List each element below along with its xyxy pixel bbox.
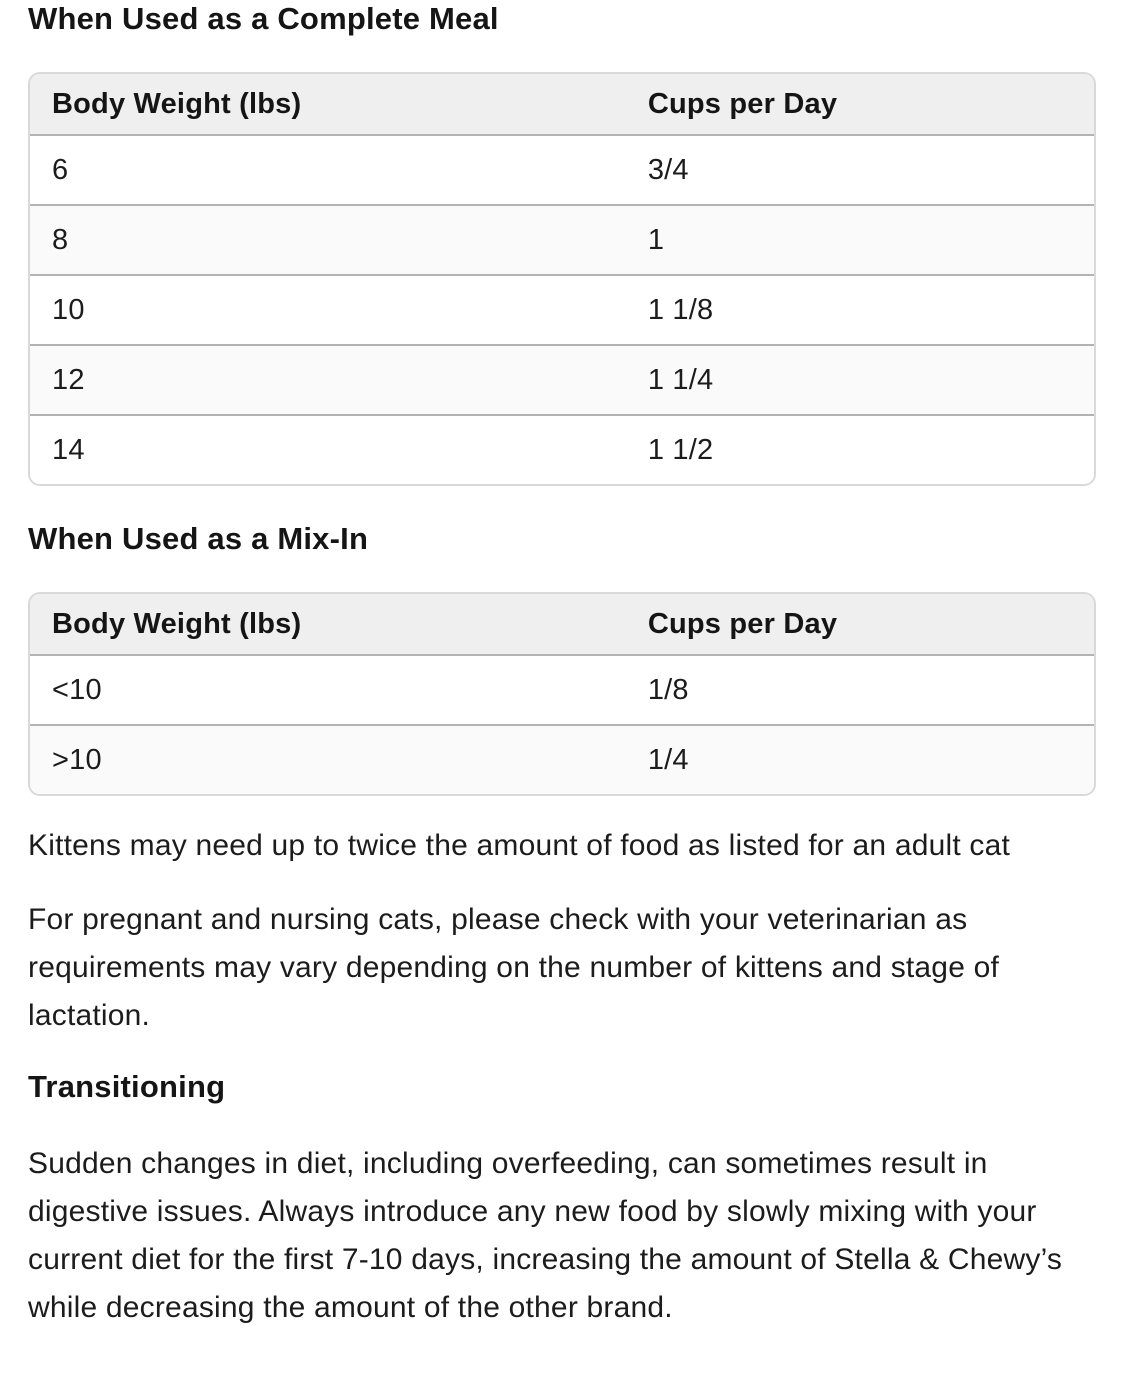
table-row xyxy=(30,274,1094,344)
body-weight-cell: 8 xyxy=(52,223,69,256)
mix-in-heading: When Used as a Mix-In xyxy=(28,521,369,556)
body-weight-cell: 6 xyxy=(52,153,69,186)
table-row xyxy=(30,204,1094,274)
body-weight-cell: 10 xyxy=(52,293,85,326)
column-header-body-weight: Body Weight (lbs) xyxy=(52,607,302,640)
cups-per-day-cell: 1 1/8 xyxy=(647,293,714,326)
table-row xyxy=(30,414,1094,484)
transitioning-paragraph: Sudden changes in diet, including overfeeding, can sometimes result in digestive issues. Always introduce any new food by slowly mixing with your current diet for the first 7-10 days, increasing the amount of Stella & Chewy’s while decreasing the amount of the other brand. xyxy=(28,1147,1063,1324)
column-header-body-weight: Body Weight (lbs) xyxy=(52,87,302,120)
cups-per-day-cell: 1 xyxy=(647,223,665,256)
feeding-guide-content xyxy=(28,2,1096,1332)
mix-in-section xyxy=(28,522,1096,796)
column-header-cups-per-day: Cups per Day xyxy=(647,607,838,640)
transitioning-heading: Transitioning xyxy=(28,1069,226,1104)
complete-meal-heading: When Used as a Complete Meal xyxy=(28,1,499,36)
pregnant-cats-note: For pregnant and nursing cats, please check with your veterinarian as requirements may vary depending on the number of kittens and stage of lactation. xyxy=(28,903,1000,1032)
cups-per-day-cell: 1 1/4 xyxy=(647,363,714,396)
cups-per-day-cell: 1/8 xyxy=(647,673,689,706)
complete-meal-table xyxy=(28,72,1096,486)
column-header-cups-per-day: Cups per Day xyxy=(647,87,838,120)
table-row xyxy=(30,724,1094,794)
kittens-note: Kittens may need up to twice the amount of food as listed for an adult cat xyxy=(28,829,1011,862)
body-weight-cell: 12 xyxy=(52,363,85,396)
mix-in-table xyxy=(28,592,1096,796)
body-weight-cell: 14 xyxy=(52,433,85,466)
table-header-row xyxy=(30,594,1094,654)
table-header-row xyxy=(30,74,1094,134)
cups-per-day-cell: 3/4 xyxy=(647,153,689,186)
transitioning-section xyxy=(28,1070,1096,1332)
table-row xyxy=(30,134,1094,204)
table-row xyxy=(30,344,1094,414)
body-weight-cell: <10 xyxy=(52,673,102,706)
cups-per-day-cell: 1/4 xyxy=(647,743,689,776)
cups-per-day-cell: 1 1/2 xyxy=(647,433,714,466)
body-weight-cell: >10 xyxy=(52,743,102,776)
table-row xyxy=(30,654,1094,724)
complete-meal-section xyxy=(28,2,1096,486)
